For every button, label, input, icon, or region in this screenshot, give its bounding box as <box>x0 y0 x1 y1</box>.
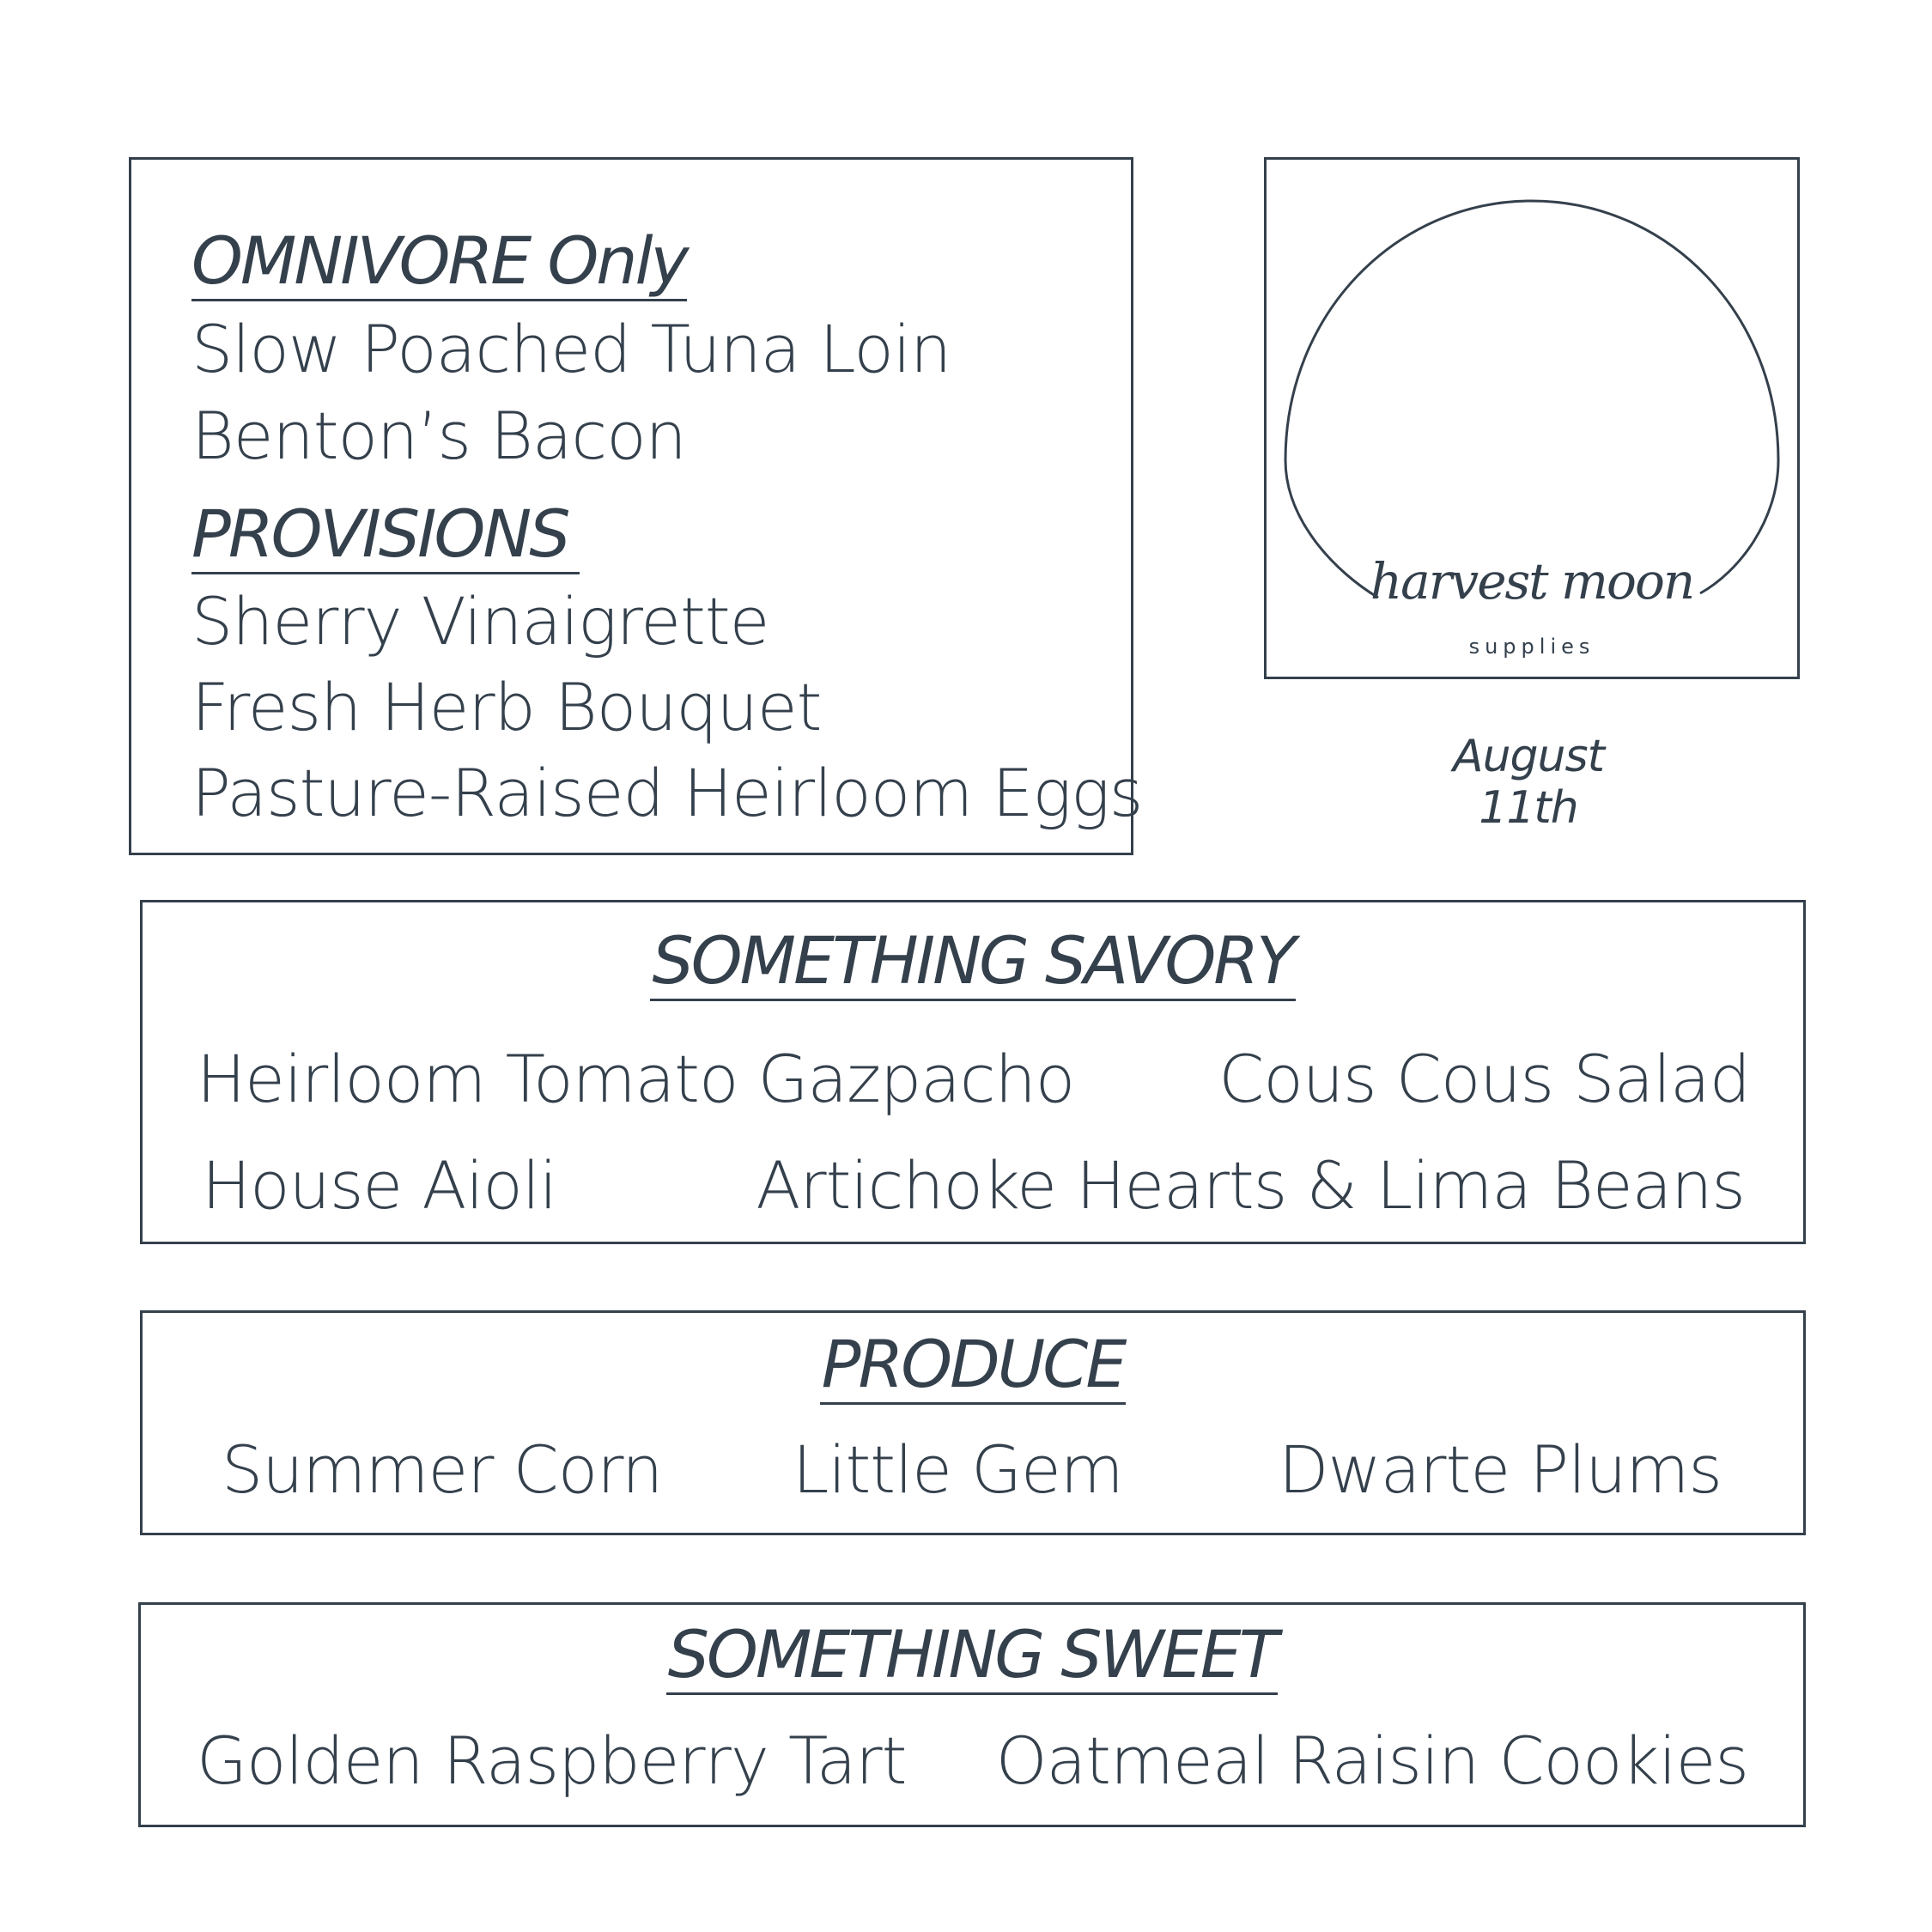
sweet-item: Golden Raspberry Tart <box>197 1722 907 1799</box>
sweet-heading: SOMETHING SWEET <box>666 1620 1278 1695</box>
produce-item: Summer Corn <box>222 1431 663 1508</box>
logo-box <box>1264 157 1800 679</box>
produce-box <box>140 1310 1806 1535</box>
provisions-item: Fresh Herb Bouquet <box>191 669 822 745</box>
produce-heading: PRODUCE <box>820 1330 1127 1405</box>
savory-heading: SOMETHING SAVORY <box>650 927 1295 1001</box>
sweet-box <box>138 1602 1806 1827</box>
savory-box <box>140 900 1806 1244</box>
produce-item: Dwarte Plums <box>1279 1431 1722 1508</box>
date-day: 11th <box>1479 782 1578 834</box>
sweet-item: Oatmeal Raisin Cookies <box>995 1722 1748 1799</box>
savory-heading-wrap <box>143 922 1803 1001</box>
omnivore-item: Slow Poached Tuna Loin <box>191 311 951 387</box>
provisions-item: Sherry Vinaigrette <box>191 583 769 659</box>
savory-item: House Aioli <box>202 1147 557 1224</box>
logo-tagline: supplies <box>1468 635 1595 659</box>
provisions-heading: PROVISIONS <box>191 500 580 574</box>
produce-item: Little Gem <box>793 1431 1123 1508</box>
omnivore-provisions-box <box>129 157 1143 855</box>
logo-wordmark: harvest moon <box>1370 552 1694 611</box>
produce-heading-wrap <box>143 1326 1803 1405</box>
omnivore-heading: OMNIVORE Only <box>191 227 687 301</box>
sweet-heading-wrap <box>141 1616 1803 1695</box>
savory-item: Heirloom Tomato Gazpacho <box>197 1041 1075 1117</box>
savory-item: Artichoke Hearts & Lima Beans <box>756 1147 1745 1224</box>
date-month: August <box>1453 731 1604 782</box>
savory-item: Cous Cous Salad <box>1218 1041 1750 1117</box>
provisions-item: Pasture-Raised Heirloom Eggs <box>191 755 1143 831</box>
omnivore-item: Benton’s Bacon <box>191 398 686 474</box>
